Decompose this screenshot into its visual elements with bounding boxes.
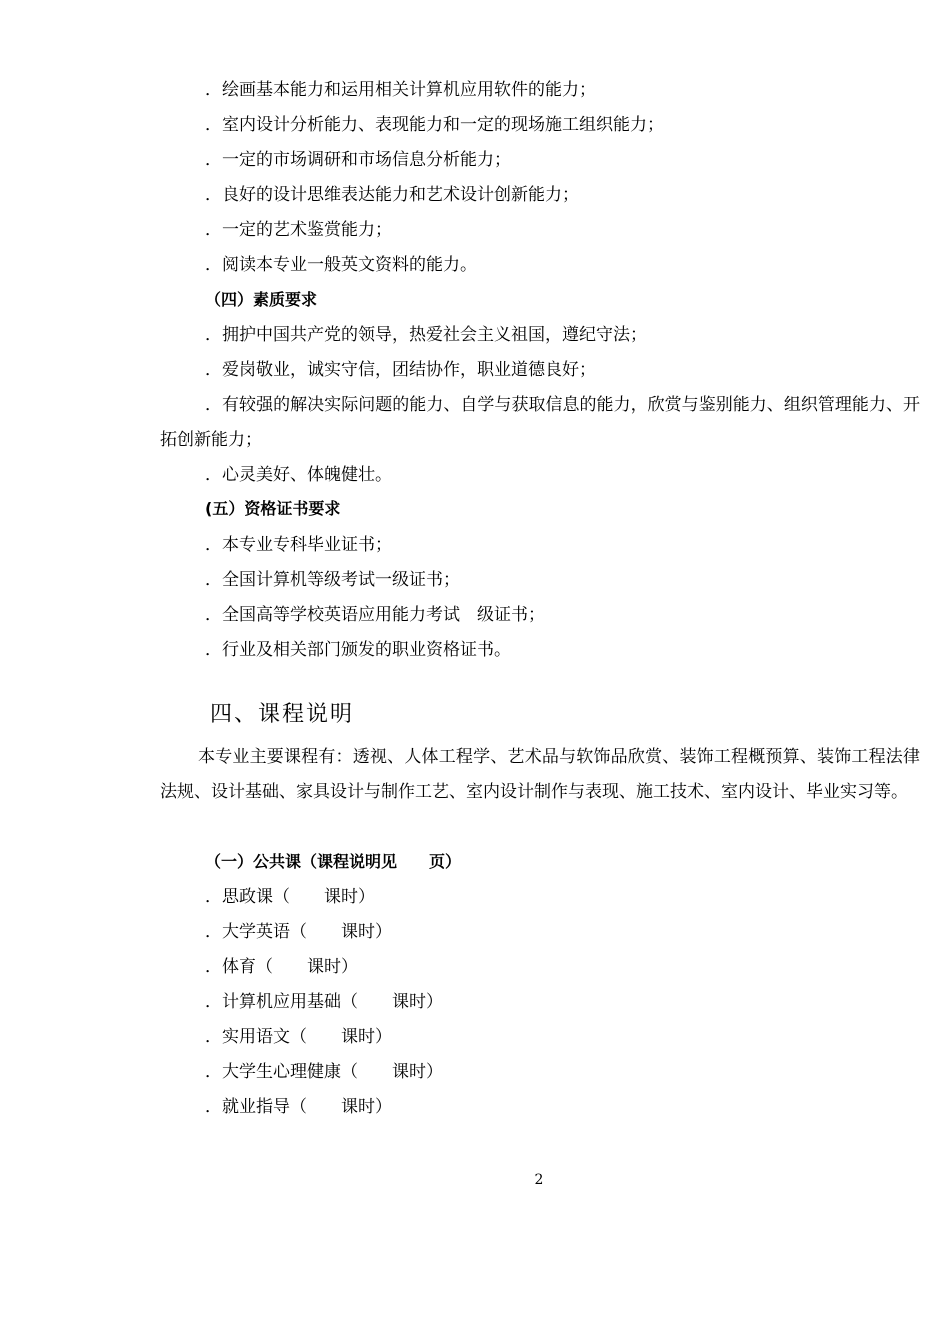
certificate-item: ．全国计算机等级考试一级证书； — [205, 570, 460, 590]
section-title: 四、课程说明 — [210, 702, 355, 727]
page-number: 2 — [534, 1172, 544, 1188]
certificate-item: ．本专业专科毕业证书； — [205, 535, 392, 555]
quality-item-long: ．有较强的解决实际问题的能力、自学与获取信息的能力，欣赏与鉴别能力、组织管理能力、开拓创新能力； — [160, 395, 920, 450]
ability-item: ．一定的市场调研和市场信息分析能力； — [205, 150, 511, 170]
ability-item: ．良好的设计思维表达能力和艺术设计创新能力； — [205, 185, 579, 205]
public-course-item: ．思政课（ 课时） — [205, 887, 375, 907]
quality-item: ．拥护中国共产党的领导，热爱社会主义祖国，遵纪守法； — [205, 325, 647, 345]
ability-item: ．阅读本专业一般英文资料的能力。 — [205, 255, 477, 275]
public-course-item: ．大学生心理健康（ 课时） — [205, 1062, 443, 1082]
public-course-item: ．实用语文（ 课时） — [205, 1027, 392, 1047]
public-course-item: ．就业指导（ 课时） — [205, 1097, 392, 1117]
ability-item: ．室内设计分析能力、表现能力和一定的现场施工组织能力； — [205, 115, 664, 135]
public-course-item: ．体育（ 课时） — [205, 957, 358, 977]
public-course-item: ．计算机应用基础（ 课时） — [205, 992, 443, 1012]
certificate-item: ．全国高等学校英语应用能力考试 级证书； — [205, 605, 545, 625]
public-courses-heading: （一）公共课（课程说明见 页） — [205, 852, 462, 871]
public-course-item: ．大学英语（ 课时） — [205, 922, 392, 942]
quality-heading: （四）素质要求 — [205, 290, 318, 309]
certificate-heading: (五）资格证书要求 — [205, 499, 341, 518]
quality-item: ．心灵美好、体魄健壮。 — [205, 465, 392, 485]
courses-intro: 本专业主要课程有：透视、人体工程学、艺术品与软饰品欣赏、装饰工程概预算、装饰工程法律法规、设计基础、家具设计与制作工艺、室内设计制作与表现、施工技术、室内设计、毕业实习等。 — [160, 747, 920, 802]
certificate-item: ．行业及相关部门颁发的职业资格证书。 — [205, 640, 511, 660]
quality-item: ．爱岗敬业，诚实守信，团结协作，职业道德良好； — [205, 360, 596, 380]
ability-item: ．绘画基本能力和运用相关计算机应用软件的能力； — [205, 80, 596, 100]
ability-item: ．一定的艺术鉴赏能力； — [205, 220, 392, 240]
